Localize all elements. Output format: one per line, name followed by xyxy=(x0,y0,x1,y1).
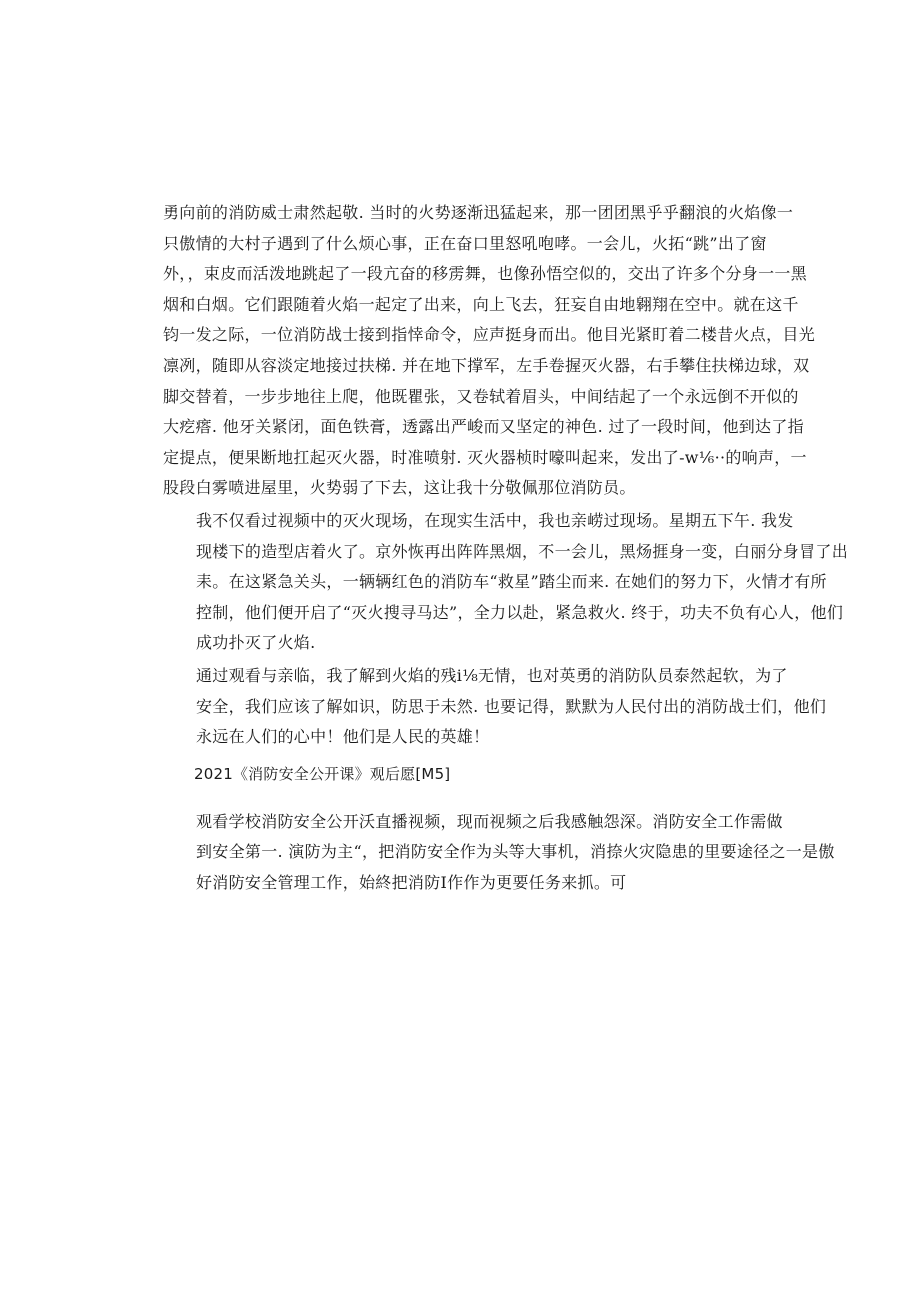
text-line: 观看学校消防安全公开沃直播视频，现而视频之后我感触怨深。消防安全工作需做 xyxy=(196,811,783,831)
text-line: 股段白雾喷进屋里，火势弱了下去，这让我十分敬佩那位消防员。 xyxy=(163,478,636,498)
text-line: 外，，束皮而活泼地跳起了一段亢奋的移雳舞，也像孙悟空似的，交出了许多个分身一一黑 xyxy=(163,264,808,284)
text-line: 烟和白烟。它们跟随着火焰一起定了出来，向上飞去，狂妄自由地翱翔在空中。就在这千 xyxy=(163,294,799,314)
document-body xyxy=(163,198,849,898)
text-line: 脚交替着，一步步地往上爬，他既瞿张，又卷轼着眉头，中间结起了一个永远倒不开似的 xyxy=(163,386,799,406)
text-line: 现楼下的造型店着火了。京外恢再出阵阵黑烟，不一会儿，黑炀捱身一变，白丽分身冒了出 xyxy=(196,541,849,561)
paragraph-spacer xyxy=(163,789,763,807)
paragraph-conclusion xyxy=(163,661,827,753)
text-line: 凛冽，随即从容淡定地接过扶梯. 并在地下撑军，左手卷握灭火器，右手攀住扶梯边球，双 xyxy=(163,355,810,375)
paragraph-firefighter-scene xyxy=(163,198,816,504)
text-line: 安全，我们应该了解如识，防思于未然. 也要记得，默默为人民付出的消防战士们，他们 xyxy=(196,696,827,716)
text-line: 耒。在这紧急关头，一辆辆红色的消防车“救星”踏尘而来. 在她们的努力下，火情才有所 xyxy=(196,572,827,592)
text-line: 大疙瘩. 他牙关紧闭，面色铁膏，透露出严峻而又坚定的神色. 过了一段时间，他到达了指 xyxy=(163,417,804,437)
text-line: 成功扑灭了火焰. xyxy=(196,633,316,653)
text-line: 定提点，便果断地扛起灭火器，时准喷射. 灭火器桢时嚎叫起来，发出了-w⅙··的响声，一 xyxy=(163,447,807,467)
text-line: 勇向前的消防威士肃然起敬. 当时的火势逐渐迅猛起来，那一团团黑乎乎翻浪的火焰像一 xyxy=(163,203,794,222)
text-line: 钧一发之际，一位消防战士接到指悻命令，应声挺身而出。他目光紧盯着二楼昔火点，目光 xyxy=(163,325,816,345)
text-line: 通过观看与亲临，我了解到火焰的残i⅛无情，也对英勇的消防队员泰然起软，为了 xyxy=(196,665,788,685)
text-line: 到安全第一. 演防为主“，把消防安全作为头等大事机，消捺火灾隐患的里要途径之一是傲 xyxy=(196,842,835,862)
text-line: 好消防安全管理工作，始終把消防I作作为更要任务来抓。可 xyxy=(196,872,627,892)
text-line: 只傲情的大村子遇到了什么烦心事，正在奋口里怒吼咆哮。一会儿，火拓“跳”出了窗 xyxy=(163,233,767,253)
text-line: 永远在人们的心中！他们是人民的英雄！ xyxy=(196,727,490,747)
paragraph-school-broadcast xyxy=(163,807,835,899)
paragraph-real-life-fire xyxy=(163,506,849,659)
text-line: 控制，他们便开启了“灭火搜寻马达”，全力以赴，紧急救火. 终于，功夫不负有心人，他们 xyxy=(196,602,844,622)
text-line: 我不仅看过视频中的灭火现场，在现实生活中，我也亲崂过现场。星期五下午. 我发 xyxy=(196,510,794,530)
section-heading: 2021《消防安全公开课》观后愿[M5] xyxy=(194,764,451,783)
